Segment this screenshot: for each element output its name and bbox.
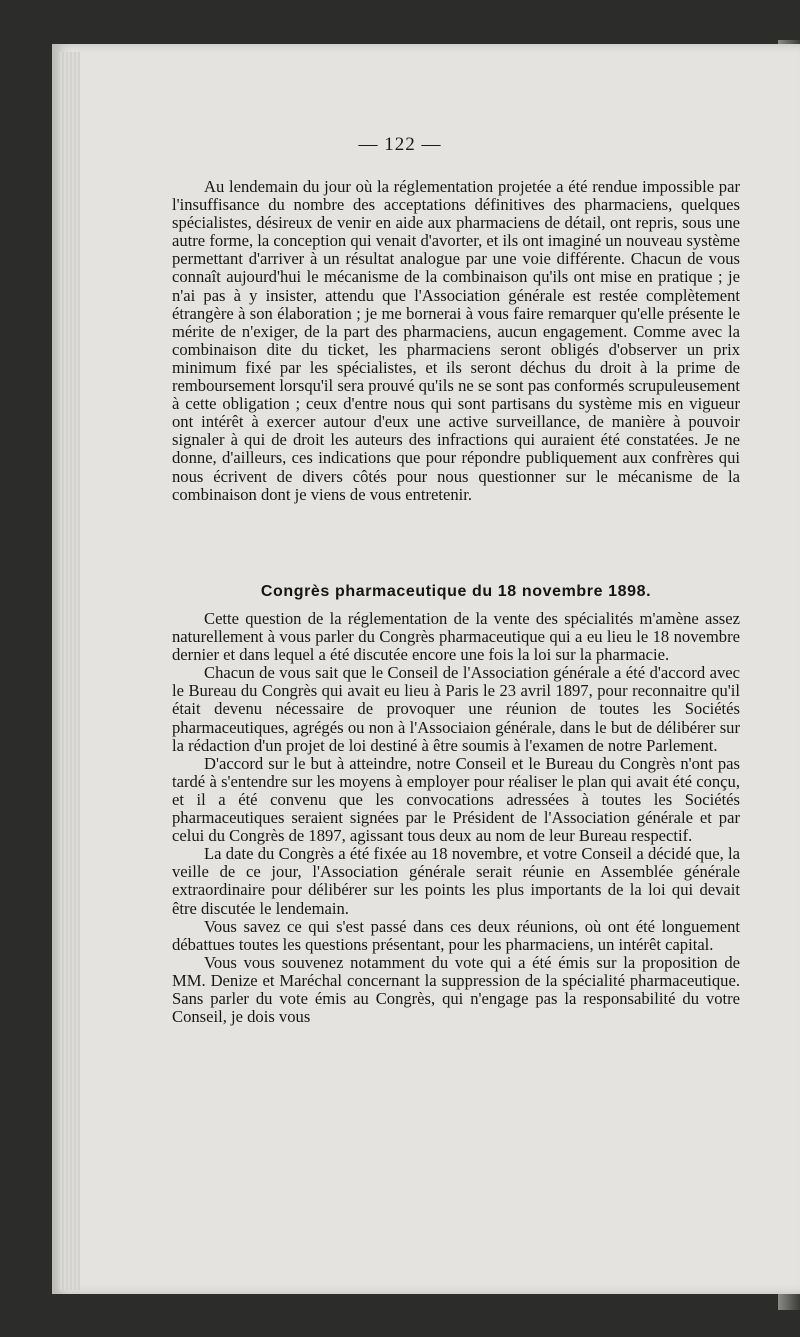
section-text (172, 610, 740, 1026)
paragraph: La date du Congrès a été fixée au 18 novembre, et votre Conseil a décidé que, la veille de ce jour, l'Association générale serait réunie en Assemblée générale extraordinaire pour délibérer sur les points les plus importants de la loi qui devait être discutée le lendemain. (172, 844, 740, 918)
paragraph: Chacun de vous sait que le Conseil de l'Association générale a été d'accord avec le Bureau du Congrès qui avait eu lieu à Paris le 23 avril 1897, pour reconnaitre qu'il était devenu nécessaire de provoquer une réunion de toutes les Sociétés pharmaceutiques, agrégés ou non à l'Associaion générale, dans le but de délibérer sur la rédaction d'un projet de loi destiné à être soumis à l'examen de notre Parlement. (172, 663, 740, 755)
page-edge (58, 52, 80, 1290)
page-number: — 122 — (358, 134, 442, 155)
intro-paragraph: Au lendemain du jour où la réglementation projetée a été rendue impossible par l'insuffisance du nombre des acceptations définitives des pharmaciens, quelques spécialistes, désireux de venir en aide aux pharmaciens de détail, ont repris, sous une autre forme, la conception qui venait d'avorter, et ils ont imaginé un nouveau système permettant d'arriver à un résultat analogue par une voie différente. Chacun de vous connaît aujourd'hui le mécanisme de la combinaison qu'ils ont mise en pratique ; je n'ai pas à y insister, attendu que l'Association générale est restée complètement étrangère à son élaboration ; je me bornerai à vous faire remarquer qu'elle présente le mérite de n'exiger, de la part des pharmaciens, aucun engagement. Comme avec la combinaison dite du ticket, les pharmaciens seront obligés d'observer un prix minimum fixé par les spécialistes, et ils seront déchus du droit à la prime de remboursement lorsqu'il sera prouvé qu'ils ne se sont pas conformés scrupuleusement à cette obligation ; ceux d'entre nous qui sont partisans du système mis en vigueur ont intérêt à exercer autour d'eux une active surveillance, de manière à pouvoir signaler à qui de droit les auteurs des infractions qui auraient été constatées. Je ne donne, d'ailleurs, ces indications que pour répondre publiquement aux confrères qui nous écrivent de divers côtés pour nous questionner sur le mécanisme de la combinaison dont je viens de vous entretenir. (172, 177, 740, 504)
intro-text (172, 178, 740, 504)
paragraph: Cette question de la réglementation de la vente des spécialités m'amène assez naturellement à vous parler du Congrès pharmaceutique qui a eu lieu le 18 novembre dernier et dans lequel a été discutée encore une fois la loi sur la pharmacie. (172, 609, 740, 665)
paragraph: D'accord sur le but à atteindre, notre Conseil et le Bureau du Congrès n'ont pas tardé à s'entendre sur les moyens à employer pour réaliser le plan qui avait été conçu, et il a été convenu que les convocations adressées à toutes les Sociétés pharmaceutiques seraient signées par le Président de l'Association générale et par celui du Congrès de 1897, agissant tous deux au nom de leur Bureau respectif. (172, 753, 740, 846)
section-heading: Congrès pharmaceutique du 18 novembre 1898. (260, 583, 652, 600)
paragraph: Vous vous souvenez notamment du vote qui a été émis sur la proposition de MM. Denize et Maréchal concernant la suppression de la spécialité pharmaceutique. Sans parler du vote émis au Congrès, qui n'engage pas la responsabilité du votre Conseil, je dois vous (172, 952, 740, 1027)
paragraph: Vous savez ce qui s'est passé dans ces deux réunions, où ont été longuement débattues toutes les questions présentant, pour les pharmaciens, un intérêt capital. (172, 916, 740, 954)
